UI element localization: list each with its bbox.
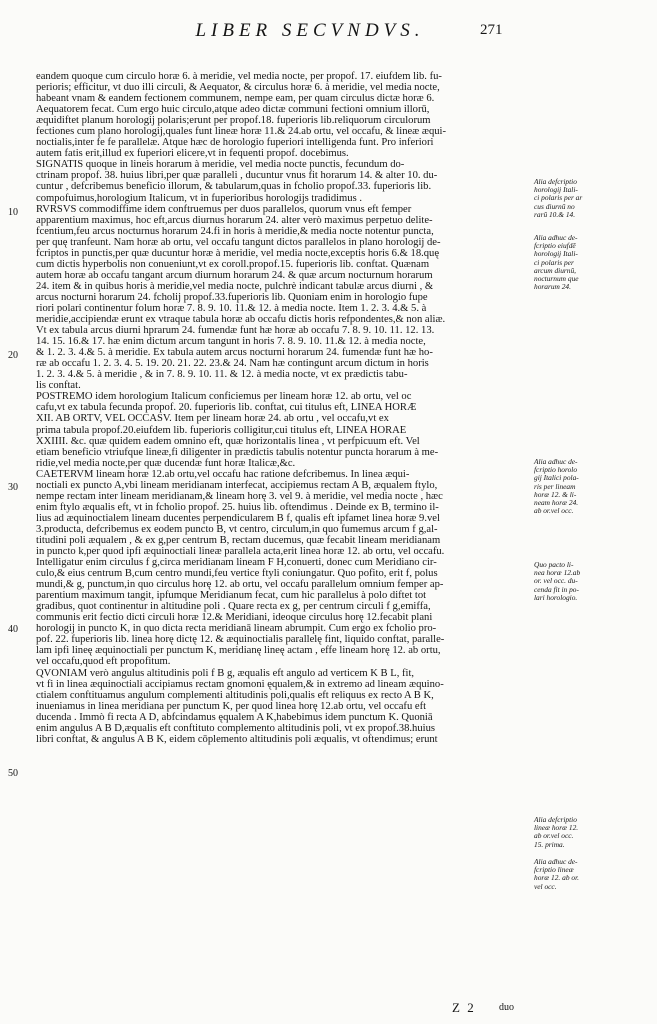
line-number-20: 20 (8, 350, 18, 361)
signature-mark: Z 2 (452, 1000, 476, 1015)
catchword: duo (499, 1002, 514, 1013)
margin-note-1: Alia defcriptio horologij Itali- ci polaris per ar cus diurnũ no rarũ 10.& 14. (534, 177, 583, 219)
margin-note-6: Alia adhuc de- fcriptio lineæ horæ 12. ab or. vel occ. (534, 857, 579, 891)
running-title: LIBER SECVNDVS. (195, 20, 425, 41)
page-number: 271 (480, 22, 503, 38)
margin-note-4: Quo pacto li- nea horæ 12.ab or. vel occ. du- cenda fit in po- lari horologio. (534, 560, 581, 602)
line-number-50: 50 (8, 768, 18, 779)
margin-note-2: Alia adhuc de- fcriptio eiufdē horologij Itali- ci polaris per arcum diurnũ, nocturnum que horarum 24. (534, 233, 579, 292)
page-header (0, 20, 657, 46)
line-number-40: 40 (8, 624, 18, 635)
margin-note-5: Alia defcriptio lineæ horæ 12. ab or.vel occ. 15. prima. (534, 815, 579, 849)
line-number-10: 10 (8, 207, 18, 218)
line-number-30: 30 (8, 482, 18, 493)
main-text: eandem quoque cum circulo horæ 6. à meridie, vel media nocte, per propof. 17. eiufdem lib. fu- perioris; efficitur, vt duo illi circuli, & Aequator, & circulus horæ 6. à meridie, vel media nocte, habeant vnam & eandem fectionem communem, nempe eam, per quam circulus dictæ horæ 6. Aequatorem fecat. Cum ergo huic circulo,atque adeo dictæ communi fectioni omnium illorū, æquidiftet planum horologij polaris;erunt per propof.18. fuperioris lib.reliquorum circulorum fectiones cum plano horologij,quales funt lineæ horæ 11.& 24.ab ortu, vel occafu, & lineæ æqui- noctialis,inter fe fe parallelæ. Atque hæc de horologio fuperiori intelligenda funt. Pro inferiori autem fatis erit,illud ex fuperiori elicere,vt in fequenti propof. docebimus. SIGNATIS quoque in lineis horarum à meridie, vel media nocte punctis, fecundum do- ctrinam propof. 38. huius libri,per quæ paralleli , ducuntur vnus fit horarum 14. & alter 10. du- cuntur , defcribemus beneficio illorum, & tabularum,quas in fcholio propof.33. fuperioris lib. compofuimus,horologium Italicum, vt in fuperioribus horologijs tradidimus . RVRSVS commodiffime idem conftruemus per duos parallelos, quorum vnus eft femper apparentium maximus, hoc eft,arcus diurnus horarum 24. alter verò maximus perpetuo delite- fcentium,feu arcus nocturnus horarum 24.fi in horis à meridie,& media nocte notentur puncta, per quę tranfeunt. Nam horæ ab ortu, vel occafu tangunt dictos parallelos in plano horologij de- fcriptos in punctis,per quæ ducuntur horæ à meridie, vel media nocte,exceptis horis 6.& 18.quę cum dictis hyperbolis non conueniunt,vt ex coroll.propof.15. fuperioris lib. conftat. Quænam autem horæ ab occafu tangant arcum diurnum horarum 24. & quæ arcum nocturnum horarum 24. item & in quibus horis à meridie,vel media nocte, pulchrè indicant tabulæ arcus diurni , & arcus nocturni horarum 24. fcholij propof.33.fuperioris lib. Quoniam enim in horologio fupe riori polari continentur folum horæ 7. 8. 9. 10. 11.& 12. à media nocte. Item 1. 2. 3. 4.& 5. à meridie,accipiendæ erunt ex vtraque tabula horæ ab occafu dictis horis refpondentes,& non aliæ. Vt ex tabula arcus diurni hprarum 24. fumendæ funt hæ horæ ab occafu 7. 8. 9. 10. 11. 12. 13. 14. 15. 16.& 17. hæ enim dictum arcum tangunt in horis 7. 8. 9. 10. 11.& 12. à media nocte, & 1. 2. 3. 4.& 5. à meridie. Ex tabula autem arcus nocturni horarum 24. fumendæ funt hæ ho- ræ ab occafu 1. 2. 3. 4. 5. 19. 20. 21. 22. 23.& 24. Nam hæ contingunt arcum dictum in horis 1. 2. 3. 4.& 5. à meridie , & in 7. 8. 9. 10. 11. & 12. à media nocte, vt ex prædictis tabu- lis conftat. POSTREMO idem horologium Italicum conficiemus per lineam horæ 12. ab ortu, vel oc cafu,vt ex tabula fecunda propof. 20. fuperioris lib. conftat, cui titulus eft, LINEA HORÆ XII. AB ORTV, VEL OCCASV. Item per lineam horæ 24. ab ortu , vel occafu,vt ex prima tabula propof.20.eiufdem lib. fuperioris colligitur,cui titulus eft, LINEA HORAE XXIIII. &c. quæ quidem eadem omnino eft, quæ horizontalis linea , vt perfpicuum eft. Vel etiam beneficio vtriufque lineæ,fi diligenter in prædictis tabulis notentur puncta horarum à me- ridie,vel media nocte,per quæ ducendæ funt horæ Italicæ,&c. CAETERVM lineam horæ 12.ab ortu,vel occafu hac ratione defcribemus. In linea æqui- noctiali ex puncto A,vbi lineam meridianam interfecat, accipiemus rectam A B, æqualem ftylo, nempe rectam inter lineam meridianam,& lineam horę 3. vel 9. à meridie, vel media nocte , hæc enim ftylo æqualis eft, vt in fcholio propof. 25. huius lib. oftendimus . Deinde ex B, termino il- lius ad æquinoctialem lineam ducentes perpendicularem B f, qualis eft ipfamet linea horæ 9.vel 3.producta, defcribemus ex eodem puncto B, vt centro, circulum,in quo fumemus arcum f g,al- titudini poli æqualem , & ex g,per centrum B, rectam ducemus, quæ fecabit lineam meridianam in puncto k,per quod ipfi æquinoctiali lineæ parallela acta,erit linea horæ 12. ab ortu, vel occafu. Intelligatur enim circulus f g,circa meridianam lineam F H,conuerti, donec cum Meridiano cir- culo,& eius centrum B,cum centro mundi,feu vertice ftyli coniungatur. Quo pofito, erit f, polus mundi,& g, punctum,in quo circulus horę 12. ab ortu, vel occafu parallelum omnium femper ap- parentium maximum tangit, ipfumque Meridianum fecat, cum hic parallelus à polo diftet tot gradibus, quot continentur in altitudine poli . Quare recta ex g, per centrum circuli f g,emiffa, communis erit fectio dicti circuli horæ 12.& Meridiani, ideoque circulus horę 12.fecabit plani horologij in puncto K, in quo dicta recta meridianā lineam abrumpit. Cum ergo ex fcholio pro- pof. 22. fuperioris lib. linea horę dictę 12. & æquinoctialis parallelę fint, liquido conftat, paralle- lam ipfi lineę æquinoctiali per punctum K, meridianę lineę actam , effe lineam horę 12. ab ortu, vel occafu,quod eft propofitum. QVONIAM verò angulus altitudinis poli f B g, æqualis eft angulo ad verticem K B L, fit, vt fi in linea æquinoctiali accipiamus rectam gnomoni ęqualem,& in extremo ad lineam æquino- ctialem conftituamus angulum complementi altitudinis poli,qualis eft reliquus ex recto A B K, inueniamus in linea meridiana per punctum K, per quod linea horę 12.ab ortu, vel occafu eft ducenda . Immò fi recta A D, abfcindamus ęqualem A K,habebimus idem punctum K. Quoniā enim angulus A B D,æqualis eft conftituto complemento altitudinis poli, vt ex propof.38.huius libri conftat, & angulus A B K, eidem cōplemento altitudinis poli æqualis, vt oftendimus; erunt (36, 71, 447, 745)
margin-note-3: Alia adhuc de- fcriptio horolo gij Italici pola- ris per lineam horæ 12. & li- neam horæ 24. ab or.vel occ. (534, 457, 579, 516)
